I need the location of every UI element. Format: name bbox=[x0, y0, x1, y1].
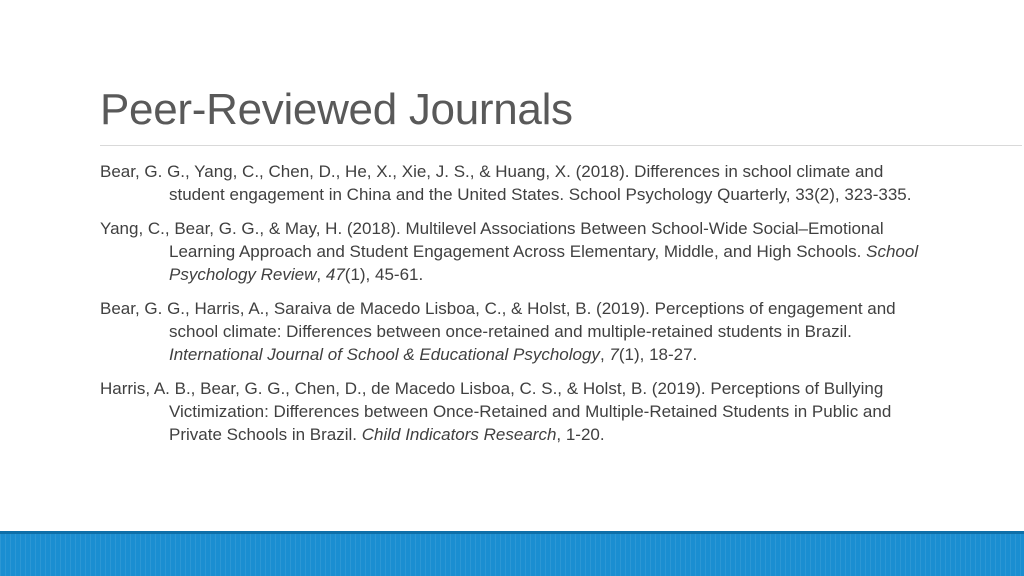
reference-italic-text: Child Indicators Research bbox=[361, 425, 557, 444]
reference-italic-text: 7 bbox=[609, 345, 619, 364]
reference-item bbox=[100, 217, 940, 286]
reference-text: (1), 18-27. bbox=[618, 345, 698, 364]
slide-title: Peer-Reviewed Journals bbox=[100, 85, 573, 134]
title-divider bbox=[100, 145, 1022, 146]
reference-list bbox=[100, 160, 940, 457]
reference-item bbox=[100, 377, 940, 446]
reference-text: Bear, G. G., Harris, A., Saraiva de Macedo Lisboa, C., & Holst, B. (2019). Perceptions of engagement and school climate: Differences between once-retained and multiple-retained students in Brazil. bbox=[100, 299, 896, 341]
reference-item bbox=[100, 297, 940, 366]
reference-italic-text: 47 bbox=[325, 265, 345, 284]
reference-text: Yang, C., Bear, G. G., & May, H. (2018). Multilevel Associations Between School-Wide Social–Emotional Learning Approach and Student Engagement Across Elementary, Middle, and High Schools. bbox=[100, 219, 884, 261]
reference-text: , 1-20. bbox=[556, 425, 605, 444]
reference-text: Harris, A. B., Bear, G. G., Chen, D., de Macedo Lisboa, C. S., & Holst, B. (2019). Perceptions of Bullying Victimization: Differences between Once-Retained and Multiple-Retained Students in Public and Private Schools in Brazil. bbox=[100, 379, 892, 444]
reference-text: , bbox=[599, 345, 610, 364]
reference-text: (1), 45-61. bbox=[344, 265, 424, 284]
reference-italic-text: School Psychology Review bbox=[169, 242, 919, 284]
reference-italic-text: International Journal of School & Educational Psychology bbox=[169, 345, 600, 364]
reference-text: , bbox=[316, 265, 326, 284]
footer-accent-bar bbox=[0, 531, 1024, 576]
reference-item bbox=[100, 160, 940, 206]
reference-text: Bear, G. G., Yang, C., Chen, D., He, X., Xie, J. S., & Huang, X. (2018). Differences in school climate and student engagement in China and the United States. School Psychology Quarterly, 33(2), 323-335. bbox=[100, 162, 912, 204]
